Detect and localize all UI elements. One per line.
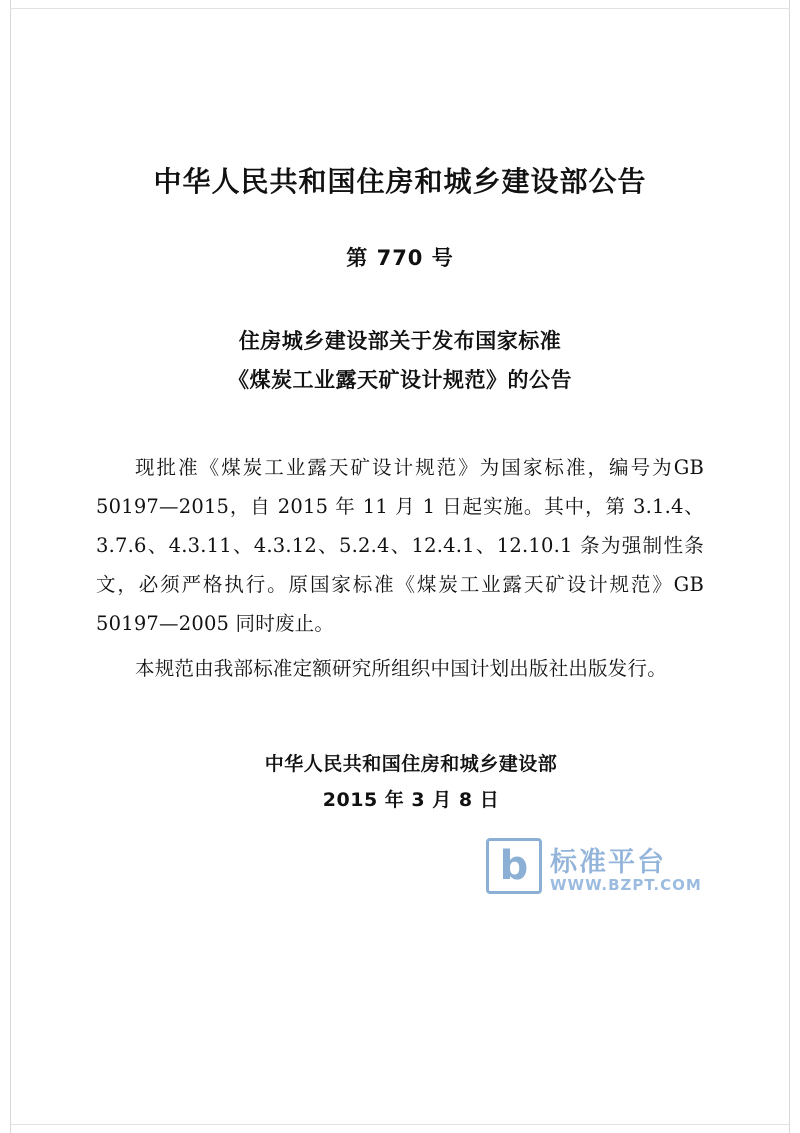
page-title: 中华人民共和国住房和城乡建设部公告 bbox=[153, 165, 647, 198]
body-paragraph-2: 本规范由我部标准定额研究所组织中国计划出版社出版发行。 bbox=[135, 656, 667, 680]
watermark-title: 标准平台 bbox=[550, 847, 666, 878]
body-paragraph-1: 现批准《煤炭工业露天矿设计规范》为国家标准，编号为GB 50197—2015，自 2015 年 11 月 1 日起实施。其中，第 3.1.4、3.7.6、4.3.11、4.3.12、5.2.4、12.4.1、12.10.1 条为强制性条文，必须严格执行。原国家标准《煤炭工业露天矿设计规范》GB 50197—2005 同时废止。 bbox=[96, 455, 704, 635]
signature-organization: 中华人民共和国住房和城乡建设部 bbox=[264, 752, 558, 775]
subject-line-1: 住房城乡建设部关于发布国家标准 bbox=[238, 329, 562, 353]
subject-line-2: 《煤炭工业露天矿设计规范》的公告 bbox=[228, 367, 572, 392]
announcement-subject bbox=[96, 322, 704, 400]
signature-block bbox=[96, 746, 704, 818]
watermark bbox=[486, 838, 736, 908]
watermark-logo-icon: b bbox=[486, 838, 542, 894]
document-number: 第 770 号 bbox=[346, 246, 454, 270]
page-border-right bbox=[789, 0, 790, 1133]
page-border-bottom bbox=[10, 1124, 790, 1125]
watermark-url: WWW.BZPT.COM bbox=[550, 876, 702, 894]
announcement-body bbox=[96, 448, 704, 688]
page-border-left bbox=[10, 0, 11, 1133]
document-content bbox=[96, 0, 704, 818]
signature-date: 2015 年 3 月 8 日 bbox=[322, 788, 500, 811]
